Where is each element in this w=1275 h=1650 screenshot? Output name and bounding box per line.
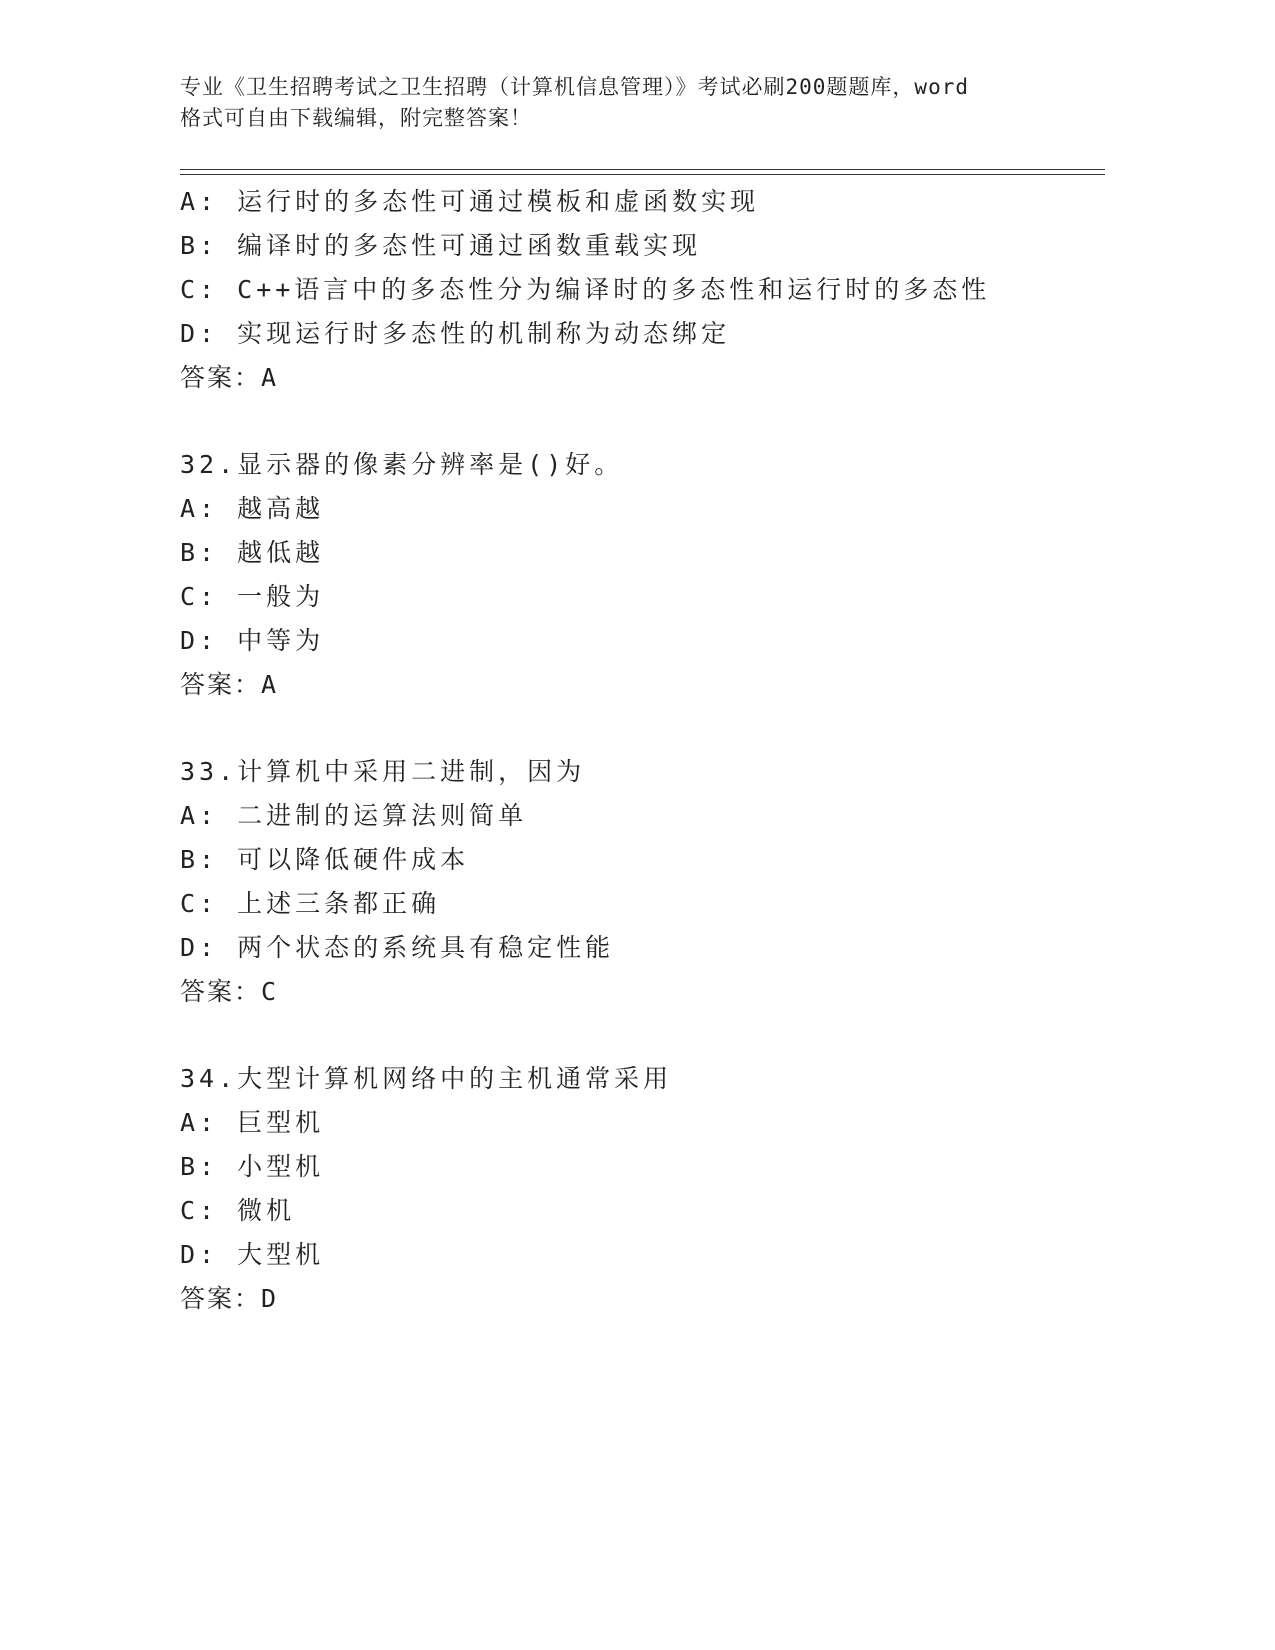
header-title-line-1: 专业《卫生招聘考试之卫生招聘（计算机信息管理）》考试必刷200题题库，word [180,75,969,99]
document-header [180,72,1080,134]
question-32 [180,443,1105,707]
option-b: B: 编译时的多态性可通过函数重载实现 [180,231,702,260]
option-b: B: 越低越 [180,538,325,567]
answer: 答案：C [180,977,279,1006]
header-divider-bottom [180,174,1105,175]
option-c: C: 上述三条都正确 [180,889,441,918]
option-a: A: 越高越 [180,494,325,523]
option-d: D: 两个状态的系统具有稳定性能 [180,933,615,962]
option-a: A: 巨型机 [180,1108,325,1137]
spacer [180,1014,1105,1057]
option-d: D: 中等为 [180,626,325,655]
answer: 答案：A [180,363,279,392]
option-c: C: C++语言中的多态性分为编译时的多态性和运行时的多态性 [180,275,991,304]
option-b: B: 小型机 [180,1152,325,1181]
question-33 [180,750,1105,1014]
answer: 答案：A [180,670,279,699]
option-c: C: 一般为 [180,582,325,611]
question-stem: 32.显示器的像素分辨率是()好。 [180,450,624,479]
option-a: A: 运行时的多态性可通过模板和虚函数实现 [180,187,760,216]
question-list [180,180,1105,1321]
question-34 [180,1057,1105,1321]
header-divider-top [180,169,1105,170]
question-stem: 33.计算机中采用二进制，因为 [180,757,586,786]
question-31-continued [180,180,1105,400]
option-d: D: 实现运行时多态性的机制称为动态绑定 [180,319,731,348]
question-stem: 34.大型计算机网络中的主机通常采用 [180,1064,673,1093]
header-title-line-2: 格式可自由下载编辑，附完整答案！ [180,106,532,130]
spacer [180,707,1105,750]
answer: 答案：D [180,1284,279,1313]
option-d: D: 大型机 [180,1240,325,1269]
option-c: C: 微机 [180,1196,296,1225]
spacer [180,400,1105,443]
option-a: A: 二进制的运算法则简单 [180,801,528,830]
option-b: B: 可以降低硬件成本 [180,845,470,874]
